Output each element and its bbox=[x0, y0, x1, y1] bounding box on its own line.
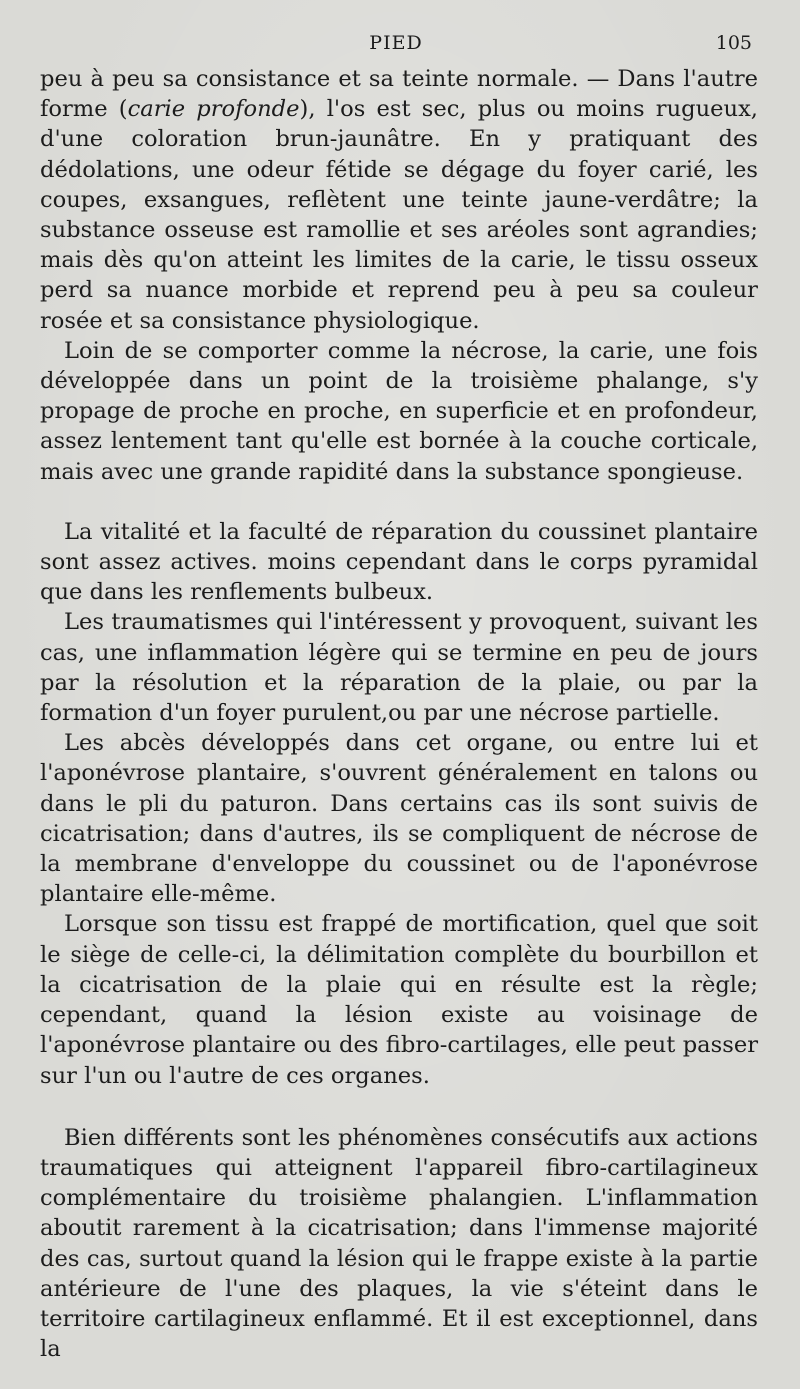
italic-term: carie profonde bbox=[127, 96, 300, 123]
paragraph: Lorsque son tissu est frappé de mortification, quel que soit le siège de celle-ci, la délimitation complète du bourbillon et la cicatrisation de la plaie qui en résulte est la règle; cependant, quand la lésion existe au voisinage de l'aponévrose plantaire ou des fibro-cartilages, elle peut passer sur l'un ou l'autre de ces organes. bbox=[40, 911, 758, 1089]
running-title: PIED bbox=[369, 32, 423, 54]
paragraph: Loin de se comporter comme la nécrose, la carie, une fois développée dans un point de la troisième phalange, s'y propage de proche en proche, en superficie et en profondeur, assez lentement tant qu'elle est bornée à la couche corticale, mais avec une grande rapidité dans la substance spongieuse. bbox=[40, 337, 758, 485]
page-number: 105 bbox=[715, 32, 752, 54]
paragraph-text: peu à peu sa consistance et sa teinte normale. — Dans l'autre forme ( bbox=[40, 66, 758, 123]
body-text bbox=[40, 64, 758, 1364]
paragraph-text: ), l'os est sec, plus ou moins rugueux, d'une coloration brun-jaunâtre. En y pratiquant des dédolations, une odeur fétide se dégage du foyer carié, les coupes, exsangues, reflètent une teinte jaune-verdâtre; la substance osseuse est ramollie et ses aréoles sont agrandies; mais dès qu'on atteint les limites de la carie, le tissu osseux perd sa nuance morbide et reprend peu à peu sa couleur rosée et sa consistance physiologique. bbox=[40, 96, 758, 334]
paragraph: Bien différents sont les phénomènes consécutifs aux actions traumatiques qui atteignent l'appareil fibro-cartilagineux complémentaire du troisième phalangien. L'inflammation aboutit rarement à la cicatrisation; dans l'immense majorité des cas, surtout quand la lésion qui le frappe existe à la partie antérieure de l'une des plaques, la vie s'éteint dans le territoire cartilagineux enflammé. Et il est exceptionnel, dans la bbox=[40, 1124, 758, 1363]
paragraph-continued bbox=[40, 64, 758, 336]
paragraph: La vitalité et la faculté de réparation du coussinet plantaire sont assez actives. moins cependant dans le corps pyramidal que dans les renflements bulbeux. bbox=[40, 518, 758, 606]
paragraph: Les abcès développés dans cet organe, ou entre lui et l'aponévrose plantaire, s'ouvrent généralement en talons ou dans le pli du paturon. Dans certains cas ils sont suivis de cicatrisation; dans d'autres, ils se compliquent de nécrose de la membrane d'enveloppe du coussinet ou de l'aponévrose plantaire elle-même. bbox=[40, 730, 758, 908]
running-head bbox=[40, 32, 752, 58]
paragraph: Les traumatismes qui l'intéressent y provoquent, suivant les cas, une inflammation légère qui se termine en peu de jours par la résolution et la réparation de la plaie, ou par la formation d'un foyer purulent,ou par une nécrose partielle. bbox=[40, 609, 758, 727]
